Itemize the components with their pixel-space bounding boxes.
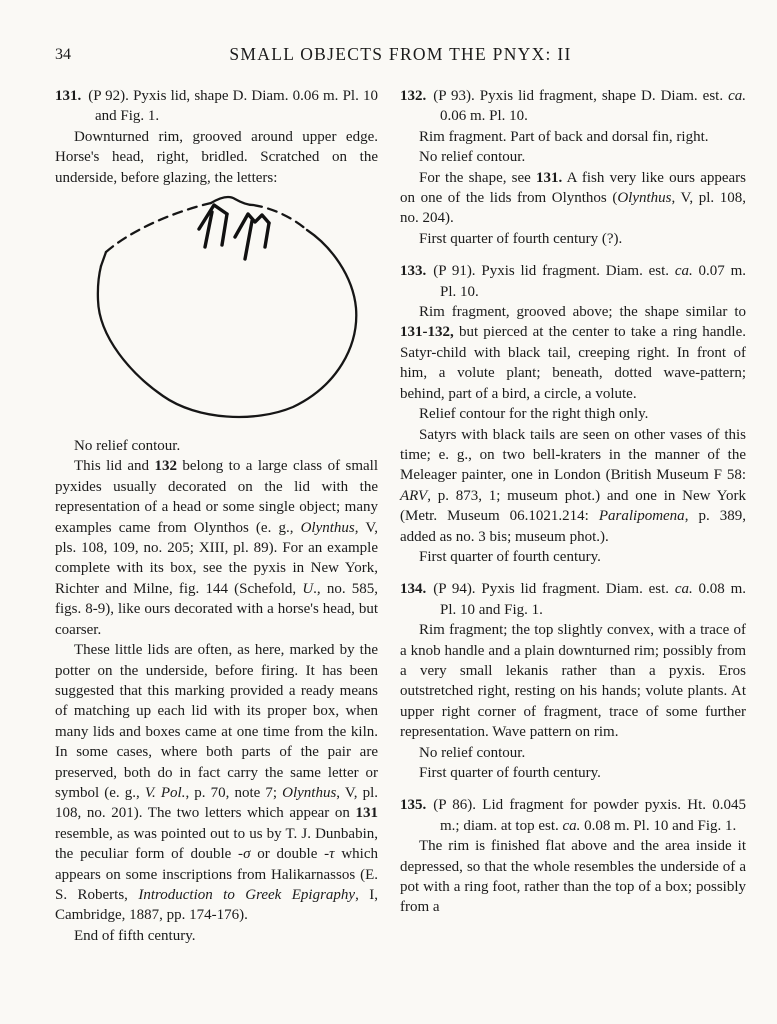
entry-134-date: First quarter of fourth century. — [419, 765, 601, 781]
lid-break-tick — [101, 252, 106, 266]
right-column — [400, 86, 746, 946]
scratched-letter-2-leg-b — [265, 223, 269, 247]
page-header — [55, 44, 746, 68]
entry-135-heading — [400, 795, 746, 836]
entry-132-heading-text: (P 93). Pyxis lid fragment, shape D. Diam. est. ca. 0.06 m. Pl. 10. — [433, 88, 746, 125]
entry-131-discussion-1: This lid and 132 belong to a large class of small pyxides usually decorated on the lid with the representation of a head or some single object; many examples came from Olynthos (e. g., Olynthus, V, pls. 108, 109, no. 205; XIII, pl. 89). For an example complete with its box, see the pyxis in New York, Richter and Milne, fig. 144 (Schefold, U., no. 585, figs. 8-9), like ours decorated with a horse's head, but coarser. — [55, 458, 378, 638]
scratched-letter-1 — [199, 205, 227, 229]
entry-131-discussion-2: These little lids are often, as here, marked by the potter on the underside, before firing. It has been suggested that this marking provided a ready means of matching up each lid with its proper box, when many lids and boxes came at one time from the kiln. In some cases, where both parts of the pair are preserved, both do in fact carry the same letter or symbol (e. g., V. Pol., p. 70, note 7; Olynthus, V, pl. 108, no. 201). The two letters which appear on 131 resemble, as was pointed out to us by T. J. Dunbabin, the peculiar form of double -σ or double -τ which appears on some inscriptions from Halikarnassos (E. S. Roberts, Introduction to Greek Epigraphy, I, Cambridge, 1887, pp. 174-176). — [55, 642, 379, 924]
entry-134-heading — [400, 579, 746, 620]
entry-133-satyrs: Satyrs with black tails are seen on other vases of this time; e. g., on two bell-kraters in the manner of the Meleager painter, one in London (British Museum F 58: ARV, p. 873, 1; museum phot.) and one in New York (Metr. Museum 06.1021.214: Paralipomena, p. 389, added as no. 3 bis; museum phot.). — [400, 426, 747, 545]
entry-134-heading-text: (P 94). Pyxis lid fragment. Diam. est. ca. 0.08 m. Pl. 10 and Fig. 1. — [433, 581, 747, 618]
scratched-letter-1-leg-b — [222, 214, 227, 245]
entry-134-rim: Rim fragment; the top slightly convex, with a trace of a knob handle and a plain downturned rim; possibly from a very small lekanis rather than a pyxis. Eros outstretched right, resting on his hands; volute plants. At upper right corner of fragment, trace of some further representation. Wave pattern on rim. — [400, 622, 746, 741]
lid-outline-top-solid — [211, 197, 253, 205]
lid-drawing-svg — [85, 194, 377, 424]
entry-131-number: 131. — [55, 88, 82, 104]
entry-133-relief: Relief contour for the right thigh only. — [419, 406, 649, 423]
entry-135-number: 135. — [400, 797, 427, 814]
scratched-letter-2-leg-a — [245, 221, 252, 259]
entry-133-date: First quarter of fourth century. — [419, 548, 601, 565]
entry-132-shape: For the shape, see 131. A fish very like ours appears on one of the lids from Olynthos (Olynthus, V, pl. 108, no. 204). — [400, 169, 746, 227]
entry-131-heading — [55, 86, 378, 127]
entry-133-rim: Rim fragment, grooved above; the shape similar to 131-132, but pierced at the center to take a ring handle. Satyr-child with black tail, creeping right. In front of him, a volute plant; beneath, dotted wave-pattern; behind, part of a bird, a circle, a volute. — [400, 304, 746, 402]
entry-131 — [55, 86, 378, 946]
figure-lid-drawing — [85, 194, 377, 424]
entry-134-number: 134. — [400, 581, 427, 598]
entry-133-number: 133. — [400, 263, 427, 280]
left-column — [55, 86, 378, 946]
entry-133-heading-text: (P 91). Pyxis lid fragment. Diam. est. ca. 0.07 m. Pl. 10. — [433, 263, 747, 300]
entry-132-number: 132. — [400, 88, 427, 104]
entry-135-rim: The rim is finished flat above and the area inside it depressed, so that the whole resembles the underside of a pot with a ring foot, rather than the top of a box; possibly from a — [400, 838, 746, 916]
entry-131-description: Downturned rim, grooved around upper edge. Horse's head, right, bridled. Scratched on the underside, before glazing, the letters: — [55, 128, 378, 186]
two-column-text — [55, 86, 746, 946]
entry-132 — [400, 86, 746, 249]
entry-135 — [400, 795, 746, 917]
page-number: 34 — [55, 46, 71, 63]
scratched-letters-icon — [199, 205, 269, 259]
entry-133 — [400, 261, 746, 567]
entry-134 — [400, 579, 746, 783]
entry-135-heading-text: (P 86). Lid fragment for powder pyxis. Ht. 0.045 m.; diam. at top est. ca. 0.08 m. Pl. 10 and Fig. 1. — [433, 797, 746, 834]
running-title: SMALL OBJECTS FROM THE PNYX: II — [229, 44, 572, 64]
entry-131-no-relief: No relief contour. — [74, 438, 181, 455]
entry-132-heading — [400, 86, 746, 127]
entry-133-heading — [400, 261, 746, 302]
entry-131-date: End of fifth century. — [74, 927, 196, 944]
entry-131-heading-text: (P 92). Pyxis lid, shape D. Diam. 0.06 m. Pl. 10 and Fig. 1. — [88, 88, 378, 125]
lid-outline-solid — [98, 230, 356, 417]
entry-132-no-relief: No relief contour. — [419, 149, 526, 166]
lid-outline-dashed-left — [106, 203, 211, 252]
entry-132-date: First quarter of fourth century (?). — [419, 230, 623, 247]
entry-134-no-relief: No relief contour. — [419, 744, 526, 761]
entry-132-rim: Rim fragment. Part of back and dorsal fin, right. — [419, 128, 709, 145]
